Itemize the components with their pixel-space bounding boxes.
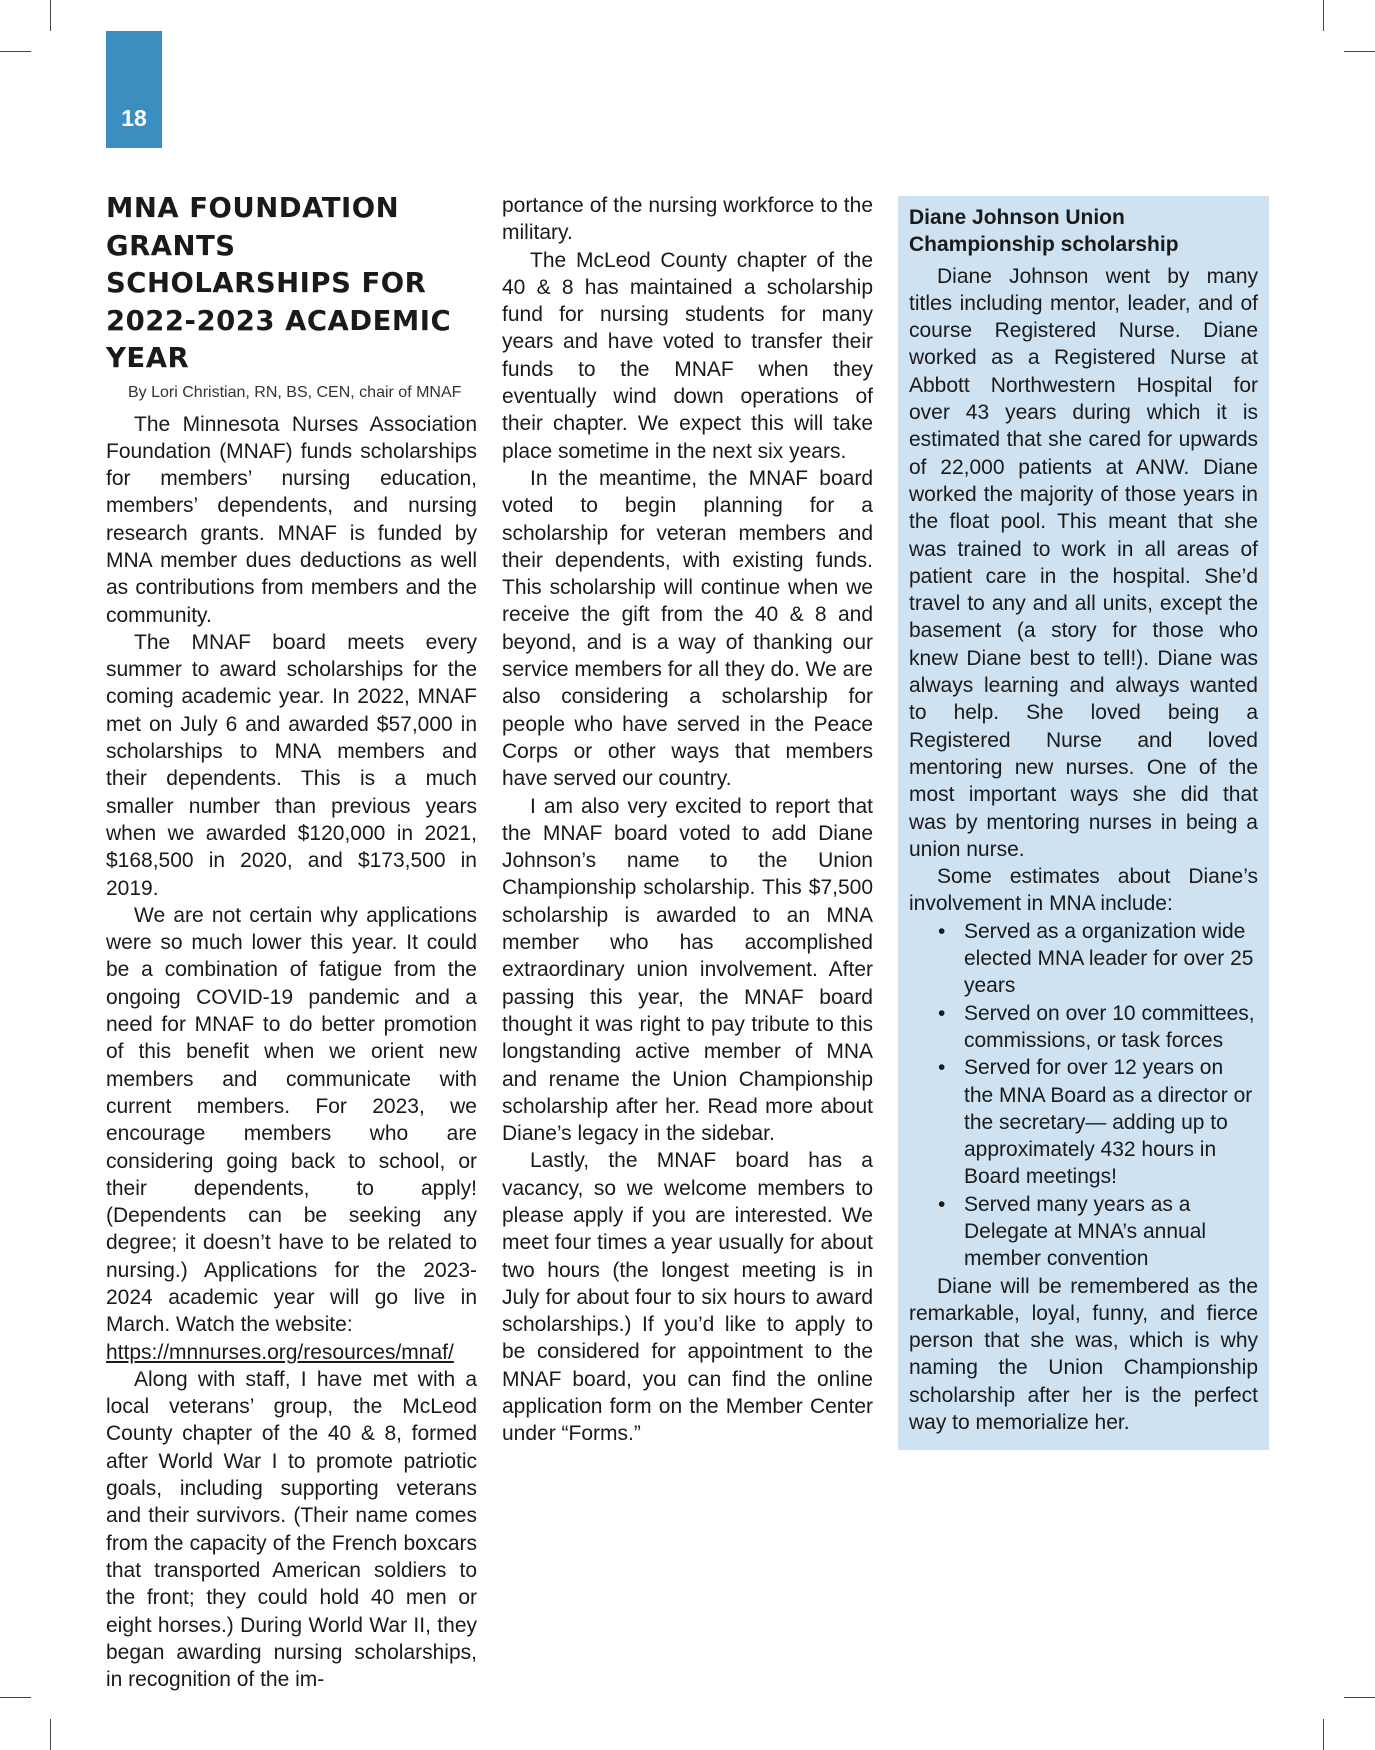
list-item — [938, 1191, 1258, 1273]
involvement-list — [909, 918, 1258, 1273]
sidebar-paragraph: Diane will be remembered as the remarkable, loyal, funny, and fierce person that she was, which is why naming the Union Championship scholarship after her is the perfect way to memorialize her. — [909, 1274, 1258, 1435]
crop-mark — [0, 1697, 31, 1698]
article-paragraph-continued: portance of the nursing workforce to the military. — [502, 194, 873, 245]
website-link[interactable]: https://mnnurses.org/resources/mnaf/ — [106, 1340, 454, 1364]
list-item — [938, 1054, 1258, 1190]
crop-mark — [50, 0, 51, 31]
article-byline: By Lori Christian, RN, BS, CEN, chair of MNAF — [128, 383, 462, 401]
article-paragraph: We are not certain why applications were so much lower this year. It could be a combination of fatigue from the ongoing COVID-19 pandemic and a need for MNAF to do better promotion of this benefit when we orient new members and communicate with current members. For 2023, we encourage members who are considering going back to school, or their dependents, to apply! (Dependents can be seeking any degree; it doesn’t have to be related to nursing.) Applications for the 2023-2024 academic year will go live in March. Watch the website: — [106, 903, 477, 1337]
page-number-tab — [106, 31, 162, 148]
article-paragraph: The MNAF board meets every summer to award scholarships for the coming academic year. In 2022, MNAF met on July 6 and awarded $57,000 in scholarships to MNA members and their dependents. This is a much smaller number than previous years when we awarded $120,000 in 2021, $168,500 in 2020, and $173,500 in 2019. — [106, 630, 477, 900]
article-paragraph: In the meantime, the MNAF board voted to begin planning for a scholarship for veteran members and their dependents, with existing funds. This scholarship will continue when we receive the gift from the 40 & 8 and beyond, and is a way of thanking our service members for all they do. We are also considering a scholarship for people who have served in the Peace Corps or other ways that members have served our country. — [502, 466, 873, 791]
crop-mark — [1323, 0, 1324, 31]
article-paragraph: The McLeod County chapter of the 40 & 8 has maintained a scholarship fund for nursing students for many years and have voted to transfer their funds to the MNAF when they eventually wind down operations of their chapter. We expect this will take place sometime in the next six years. — [502, 248, 873, 463]
list-item-text: Served on over 10 committees, commissions, or task forces — [964, 1001, 1255, 1052]
article-headline: MNA FOUNDATION GRANTS SCHOLARSHIPS FOR 2022-2023 ACADEMIC YEAR — [106, 192, 452, 374]
bullet-icon: • — [938, 1056, 946, 1080]
article-column-1 — [106, 190, 477, 1693]
sidebar-paragraph: Diane Johnson went by many titles including mentor, leader, and of course Registered Nurse. Diane worked as a Registered Nurse at Abbott Northwestern Hospital for over 43 years during which it is estimated that she cared for upwards of 22,000 patients at ANW. Diane worked the majority of those years in the float pool. This meant that she was trained to work in all areas of patient care in the hospital. She’d travel to any and all units, except the basement (a story for those who knew Diane best to tell!). Diane was always learning and always wanted to help. She loved being a Registered Nurse and loved mentoring new nurses. One of the most important ways she did that was by mentoring nurses in being a union nurse. — [909, 264, 1258, 861]
article-column-2 — [502, 192, 873, 1448]
list-item-text: Served many years as a Delegate at MNA’s annual member convention — [964, 1192, 1207, 1271]
bullet-icon: • — [938, 1192, 946, 1216]
article-paragraph: The Minnesota Nurses Association Foundation (MNAF) funds scholarships for members’ nursing education, members’ dependents, and nursing research grants. MNAF is funded by MNA member dues deductions as well as contributions from members and the community. — [106, 412, 477, 627]
crop-mark — [1344, 1697, 1375, 1698]
crop-mark — [0, 51, 31, 52]
sidebar-paragraph: Some estimates about Diane’s involvement in MNA include: — [909, 865, 1258, 916]
list-item — [938, 918, 1258, 1000]
page-number: 18 — [121, 105, 147, 131]
crop-mark — [1323, 1719, 1324, 1750]
crop-mark — [50, 1719, 51, 1750]
website-link-line — [106, 1339, 477, 1366]
article-paragraph: Lastly, the MNAF board has a vacancy, so we welcome members to please apply if you are interested. We meet four times a year usually for about two hours (the longest meeting is in July for about four to six hours to award scholarships.) If you’d like to apply to be considered for appointment to the MNAF board, you can find the online application form on the Member Center under “Forms.” — [502, 1149, 873, 1446]
list-item — [938, 1000, 1258, 1055]
sidebar-body — [909, 263, 1258, 1437]
article-paragraph: I am also very excited to report that the MNAF board voted to add Diane Johnson’s name to the Union Championship scholarship. This $7,500 scholarship is awarded to an MNA member who has accomplished extraordinary union involvement. After passing this year, the MNAF board thought it was right to pay tribute to this longstanding active member of MNA and rename the Union Championship scholarship after her. Read more about Diane’s legacy in the sidebar. — [502, 794, 873, 1146]
bullet-icon: • — [938, 1001, 946, 1025]
article-paragraph: Along with staff, I have met with a local veterans’ group, the McLeod County chapter of the 40 & 8, formed after World War I to promote patriotic goals, including supporting veterans and their survivors. (Their name comes from the capacity of the French boxcars that transported American soldiers to the front; they could hold 40 men or eight horses.) During World War II, they began awarding nursing scholarships, in recognition of the im- — [106, 1367, 477, 1692]
sidebar-title: Diane Johnson Union Championship scholarship — [909, 206, 1179, 257]
list-item-text: Served as a organization wide elected MNA leader for over 25 years — [964, 919, 1254, 998]
list-item-text: Served for over 12 years on the MNA Board as a director or the secretary— adding up to approximately 432 hours in Board meetings! — [964, 1056, 1253, 1189]
bullet-icon: • — [938, 919, 946, 943]
crop-mark — [1344, 51, 1375, 52]
sidebar-box — [898, 196, 1269, 1450]
